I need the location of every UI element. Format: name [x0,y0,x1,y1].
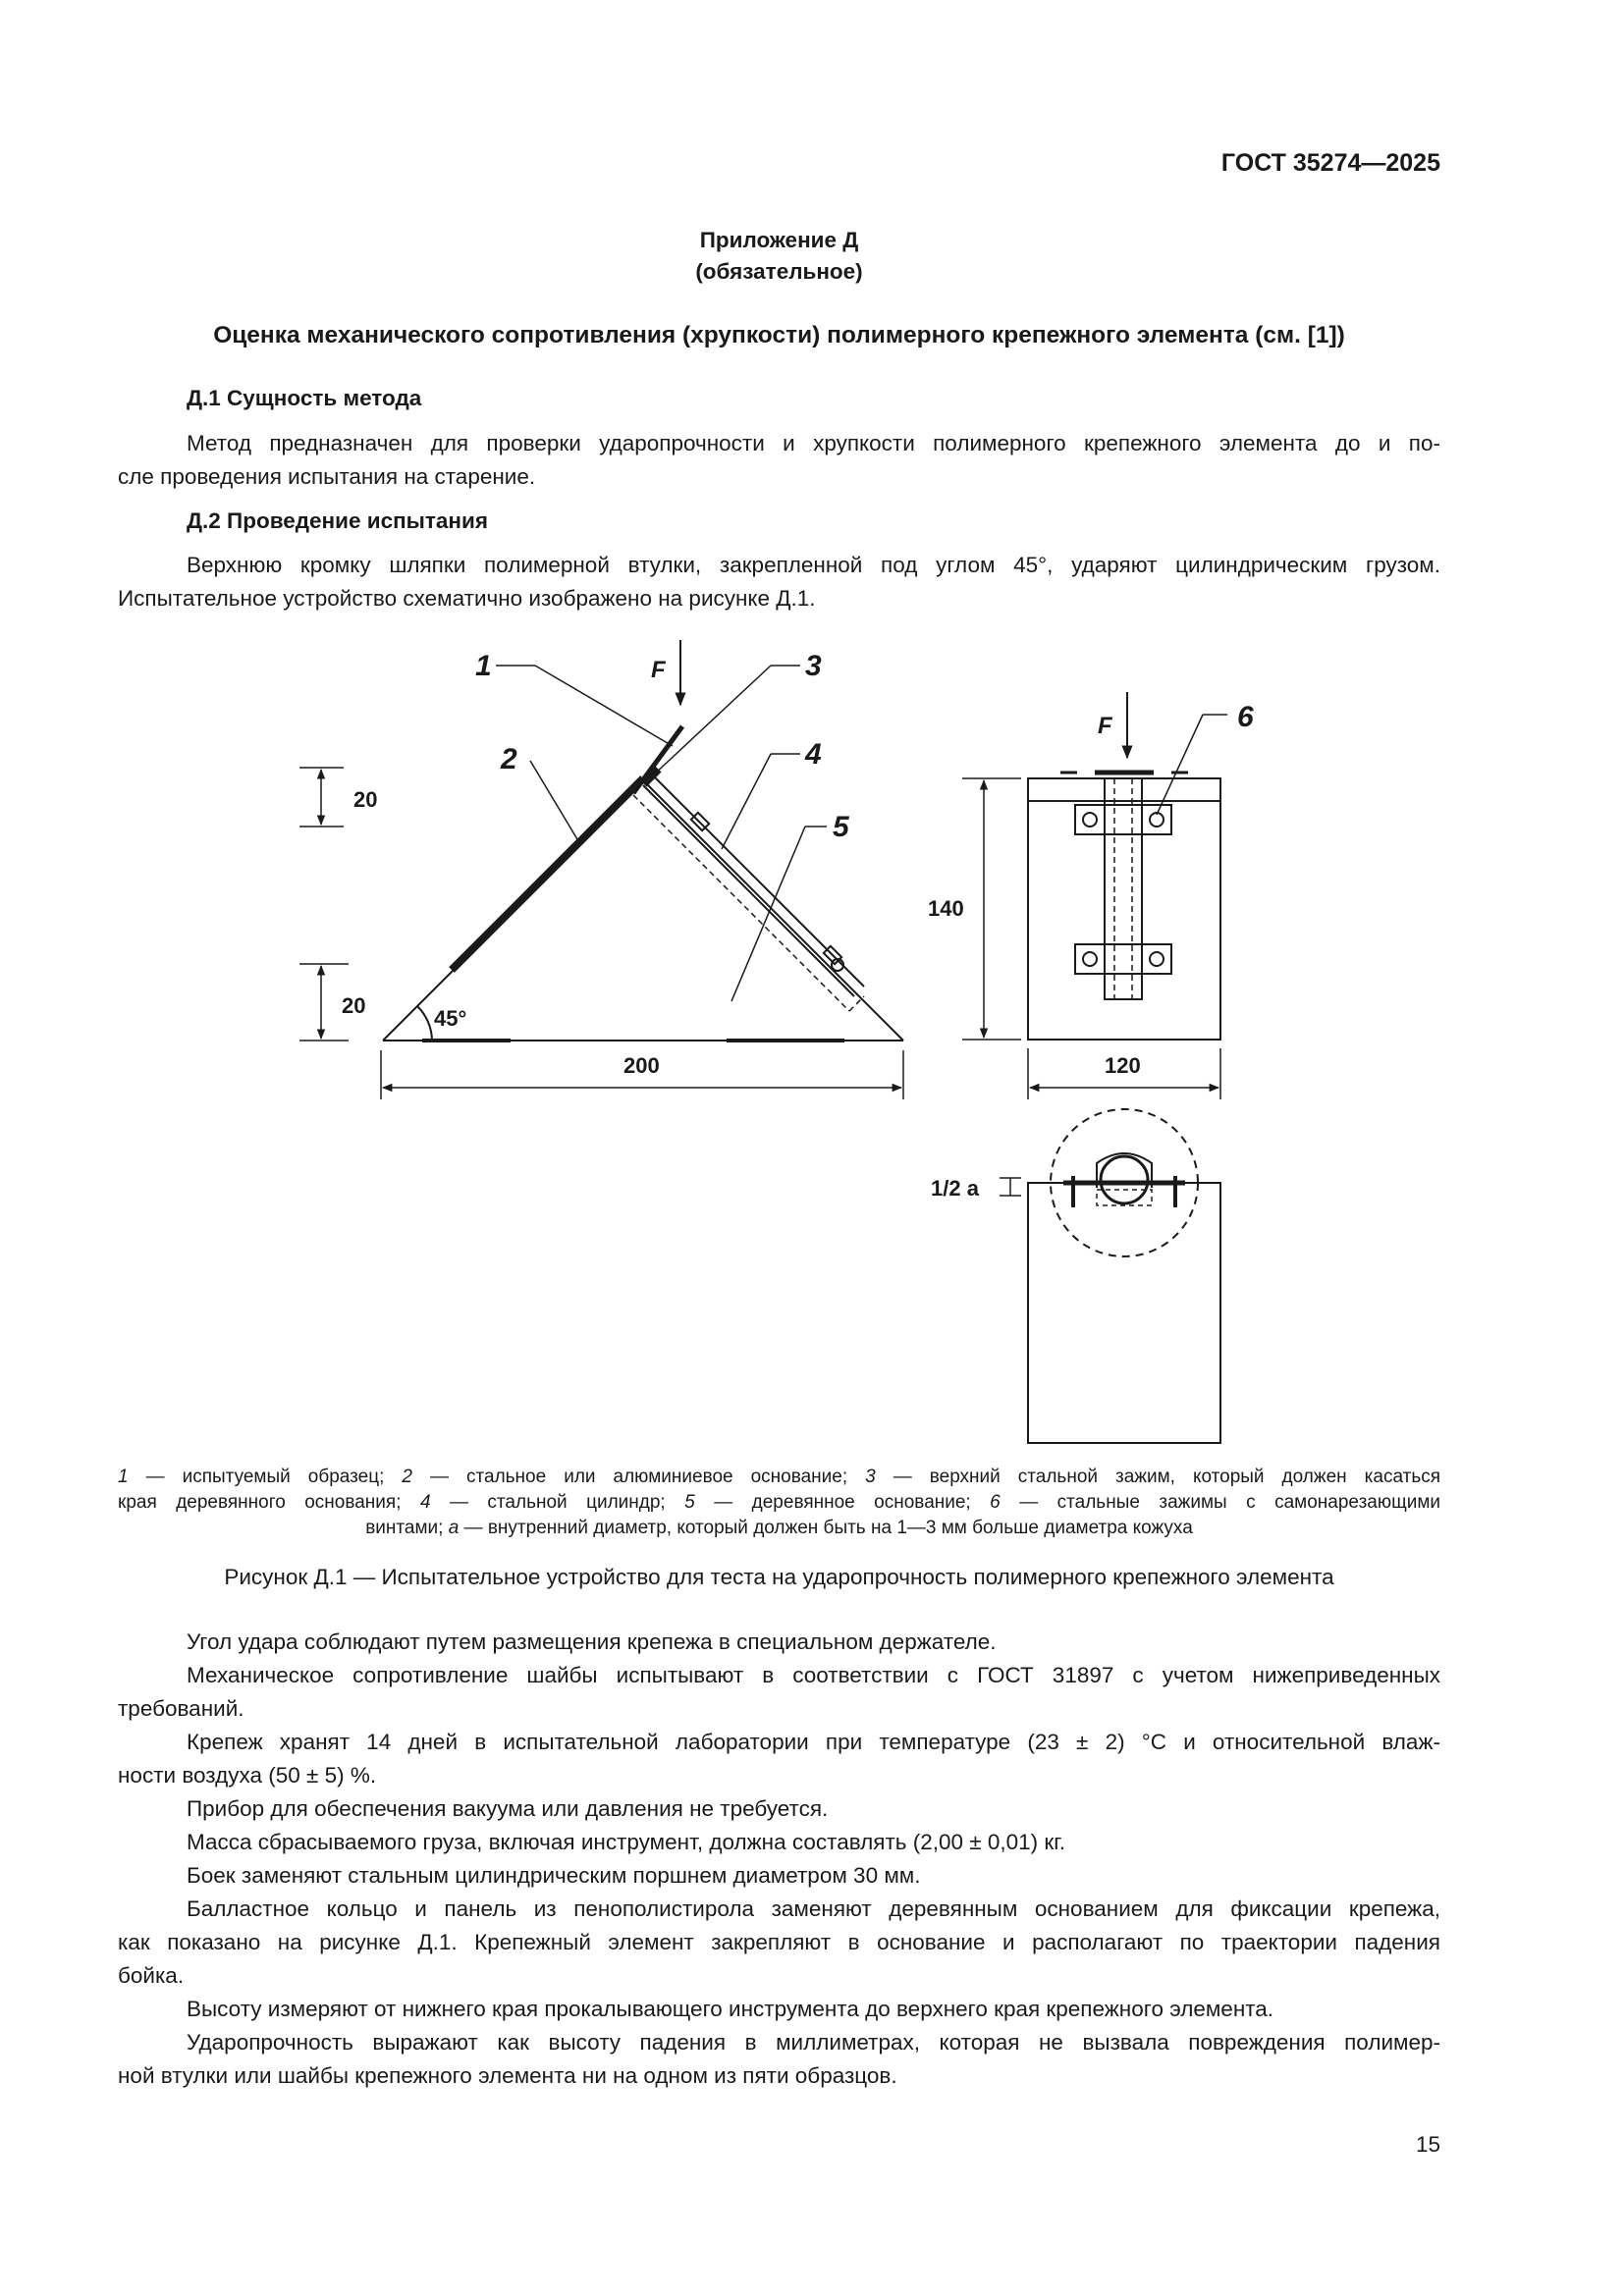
body-p9-line-1: Удaропрочность выражают как высоту падения в миллиметрах, которая не вызвала повреждения полимер- [187,2030,1440,2055]
section-2-title: Д.2 Проведение испытания [187,508,488,533]
dim-200: 200 [623,1053,660,1078]
label-4: 4 [805,738,822,771]
appendix-status: (обязательное) [695,259,863,284]
label-6: 6 [1237,701,1254,733]
legend-line-3 [118,1516,1440,1541]
dim-20-bottom: 20 [342,993,366,1018]
force-label-front: F [1098,713,1112,739]
figure-caption: Рисунок Д.1 — Испытательное устройство для теста на ударопрочность полимерного крепежного элемента [224,1565,1334,1589]
legend-num-5: 5 [684,1492,695,1513]
section-1-line-2: сле проведения испытания на старение. [118,464,536,489]
legend-num-6: 6 [990,1492,1001,1513]
section-2-line-1: Верхнюю кромку шляпки полимерной втулки, закрепленной под углом 45°, ударяют цилиндрическим грузом. [187,553,1440,577]
front-body [1028,778,1220,1040]
dim-angle-45: 45° [434,1006,467,1031]
body-p4: Прибор для обеспечения вакуума или давления не требуется. [187,1796,829,1821]
page-number: 15 [1415,2132,1440,2157]
legend-text-3b: — внутренний диаметр, который должен быть на 1—3 мм больше диаметра кожуха [459,1518,1193,1538]
body-p7-line-3: бойка. [118,1963,185,1988]
legend-text-2: — стальное или алюминиевое основание; [411,1467,866,1487]
label-1: 1 [475,650,492,682]
right-slope [643,780,903,1041]
dim-120: 120 [1105,1053,1141,1078]
section-1-line-1: Метод предназначен для проверки ударопрочности и хрупкости полимерного крепежного элемента до и по- [187,431,1440,455]
legend-line-1 [118,1465,1440,1490]
legend-text-3a: винтами; [365,1518,449,1538]
document-number: ГОСТ 35274—2025 [1220,149,1440,177]
body-p3-line-1: Крепеж хранят 14 дней в испытательной лаборатории при температуре (23 ± 2) °С и относительной влаж- [187,1730,1440,1754]
body-p2-line-1: Механическое сопротивление шайбы испытывают в соответствии с ГОСТ 31897 с учетом нижеприведенных [187,1663,1440,1687]
appendix-title: Приложение Д [699,228,859,252]
side-view [299,640,903,1099]
section-2-line-2: Испытательное устройство схематично изображено на рисунке Д.1. [118,586,816,611]
label-3: 3 [805,650,822,682]
force-label-side: F [651,657,666,683]
legend-var-a: а [448,1518,460,1538]
dim-140: 140 [928,896,964,921]
body-text [118,1626,1440,2093]
body-p7-line-1: Балластное кольцо и панель из пенополистирола заменяют деревянным основанием для фиксации крепежа, [187,1896,1440,1921]
body-p7-line-2: как показано на рисунке Д.1. Крепежный элемент закрепляют в основание и располагают по траектории падения [118,1930,1440,1954]
legend-text-4: — стальной цилиндр; [430,1492,685,1513]
legend-num-3: 3 [865,1467,876,1487]
dim-20-top: 20 [353,787,378,812]
top-view [1000,1109,1220,1443]
label-2: 2 [501,743,517,775]
section-1-title: Д.1 Сущность метода [187,386,422,410]
dim-half-a: 1/2 a [931,1176,979,1201]
specimen [633,726,682,793]
legend-line-2 [118,1490,1440,1516]
body-p2-line-2: требований. [118,1696,244,1721]
steel-base [452,778,643,970]
legend-text-1: — испытуемый образец; [128,1467,403,1487]
body-p6: Боек заменяют стальным цилиндрическим поршнем диаметром 30 мм. [187,1863,921,1888]
body-p1: Угол удара соблюдают путем размещения крепежа в специальном держателе. [187,1629,997,1654]
figure-legend [118,1465,1440,1541]
body-p3-line-2: ности воздуха (50 ± 5) %. [118,1763,377,1788]
label-5: 5 [833,811,849,843]
front-view [962,692,1227,1099]
body-p5: Масса сбрасываемого груза, включая инструмент, должна составлять (2,00 ± 0,01) кг. [187,1830,1065,1854]
legend-num-4: 4 [419,1492,431,1513]
body-p8: Высоту измеряют от нижнего края прокалывающего инструмента до верхнего края крепежного элемента. [187,1997,1274,2021]
legend-text-3: — верхний стальной зажим, который должен касаться [875,1467,1441,1487]
legend-text-6: — стальные зажимы с самонарезающими [1000,1492,1441,1513]
body-p9-line-2: ной втулки или шайбы крепежного элемента ни на одном из пяти образцов. [118,2063,897,2088]
legend-num-1: 1 [118,1467,129,1487]
legend-num-2: 2 [402,1467,412,1487]
legend-text-2a: края деревянного основания; [118,1492,420,1513]
appendix-heading: Оценка механического сопротивления (хрупкости) полимерного крепежного элемента (см. [1]) [213,322,1345,348]
legend-text-5: — деревянное основание; [694,1492,991,1513]
